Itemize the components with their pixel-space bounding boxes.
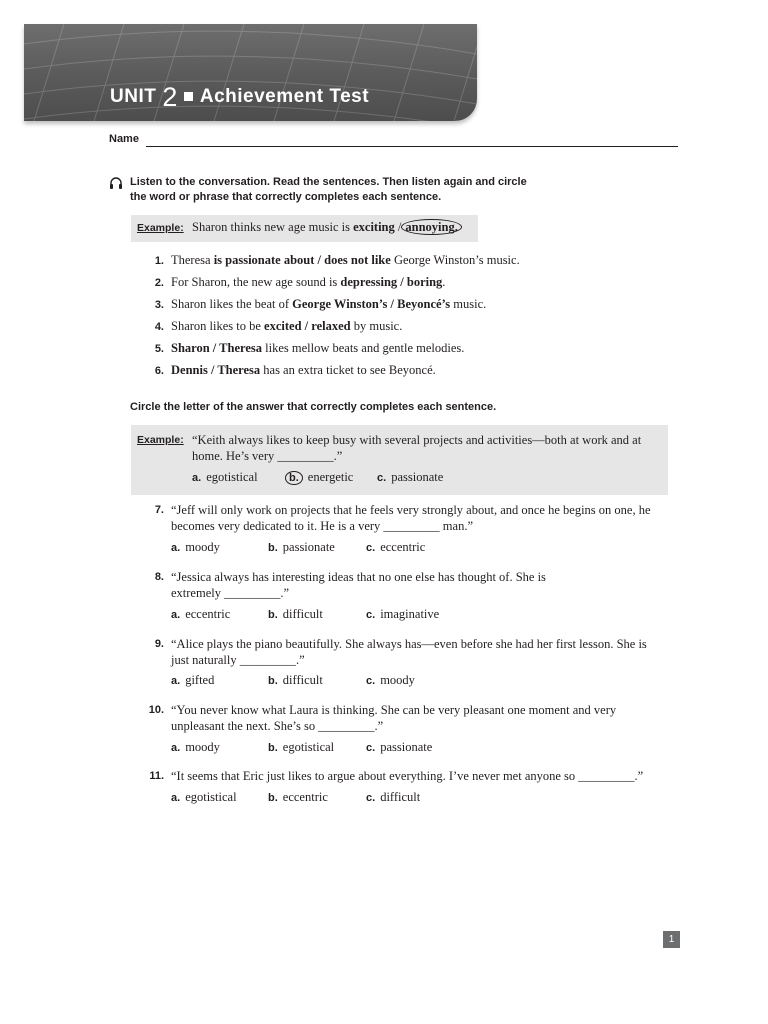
circled-answer: annoying. <box>401 219 461 235</box>
answer-option[interactable] <box>171 740 220 755</box>
answer-option[interactable] <box>268 673 323 688</box>
choice-phrase[interactable]: Sharon / Theresa <box>171 341 262 355</box>
choice-phrase[interactable]: is passionate about / does not like <box>213 253 391 267</box>
circled-letter: b. <box>285 471 303 485</box>
sentence-text: by music. <box>350 319 403 333</box>
sentence-text: Theresa <box>171 253 214 267</box>
answer-option[interactable] <box>171 673 214 688</box>
example-option <box>377 470 443 485</box>
option-text: passionate <box>391 470 444 484</box>
item-number: 1. <box>154 255 164 267</box>
example-label-2: Example: <box>137 434 184 446</box>
sentence-item <box>171 319 402 334</box>
option-text: moody <box>380 673 415 687</box>
answer-option[interactable] <box>171 607 230 622</box>
option-letter: a. <box>171 792 181 804</box>
listening-instructions: Listen to the conversation. Read the sentences. Then listen again and circle the word or phrase that correctly completes each sentence. <box>130 176 527 203</box>
item-number: 4. <box>154 321 164 333</box>
option-text: passionate <box>282 540 335 554</box>
sentence-text: George Winston’s music. <box>390 253 520 267</box>
choice-phrase[interactable]: George Winston’s / Beyoncé’s <box>292 297 451 311</box>
headphones-icon <box>109 177 123 190</box>
option-letter: b. <box>268 792 278 804</box>
answer-option[interactable] <box>268 607 323 622</box>
sentence-item <box>171 275 445 290</box>
choice-phrase[interactable]: excited / relaxed <box>264 319 351 333</box>
option-letter: c. <box>377 472 387 484</box>
answer-option[interactable] <box>366 673 415 688</box>
option-letter: c. <box>366 792 376 804</box>
option-text: gifted <box>185 673 215 687</box>
answer-option[interactable] <box>268 740 334 755</box>
item-number: 5. <box>154 343 164 355</box>
example-option <box>285 470 353 485</box>
option-letter: b. <box>268 609 278 621</box>
example-option <box>192 470 258 485</box>
item-number: 3. <box>154 299 164 311</box>
option-text: eccentric <box>380 540 426 554</box>
name-label: Name <box>109 133 139 145</box>
item-number: 2. <box>154 277 164 289</box>
option-text: eccentric <box>185 607 231 621</box>
sentence-item <box>171 363 436 378</box>
item-number: 6. <box>154 365 164 377</box>
option-letter: c. <box>366 542 376 554</box>
question-number: 11. <box>149 770 164 782</box>
answer-option[interactable] <box>366 540 425 555</box>
option-letter: c. <box>366 609 376 621</box>
question-number: 9. <box>154 638 164 650</box>
answer-option[interactable] <box>366 790 420 805</box>
answer-option[interactable] <box>366 607 439 622</box>
sentence-item <box>171 297 486 312</box>
question-text: “Jeff will only work on projects that he feels very strongly about, and once he begins on one, he becomes very dedicated to it. He is a very _________ man.” <box>171 503 651 533</box>
answer-option[interactable] <box>268 790 328 805</box>
option-text: difficult <box>282 673 323 687</box>
option-text: difficult <box>282 607 323 621</box>
option-text: passionate <box>380 740 433 754</box>
sentence-text: For Sharon, the new age sound is <box>171 275 341 289</box>
sentence-text: has an extra ticket to see Beyoncé. <box>260 363 436 377</box>
question-number: 7. <box>154 504 164 516</box>
unit-title <box>110 81 369 112</box>
multiple-choice-instructions: Circle the letter of the answer that correctly completes each sentence. <box>130 401 497 413</box>
unit-header-banner <box>24 24 477 121</box>
option-text: egotistical <box>185 790 237 804</box>
option-text: moody <box>185 540 220 554</box>
unit-number: 2 <box>162 82 178 112</box>
sentence-item <box>171 341 464 356</box>
option-text: moody <box>185 740 220 754</box>
option-text: difficult <box>380 790 421 804</box>
option-text: imaginative <box>380 607 440 621</box>
answer-option[interactable] <box>366 740 432 755</box>
answer-option[interactable] <box>268 540 335 555</box>
choice-phrase[interactable]: Dennis / Theresa <box>171 363 261 377</box>
option-letter: b. <box>268 742 278 754</box>
sentence-text: likes mellow beats and gentle melodies. <box>262 341 465 355</box>
example-sentence: Sharon thinks new age music is exciting / annoying. <box>192 220 462 235</box>
question-text: “You never know what Laura is thinking. She can be very pleasant one moment and very unpleasant the next. She’s so _________.” <box>171 703 617 733</box>
name-input-line[interactable] <box>146 146 678 147</box>
sentence-text: Sharon likes to be <box>171 319 265 333</box>
sentence-text: Sharon likes the beat of <box>171 297 293 311</box>
option-text: egotistical <box>206 470 258 484</box>
option-text: eccentric <box>282 790 328 804</box>
option-letter: b. <box>268 675 278 687</box>
question-text: “Jessica always has interesting ideas that no one else has thought of. She is extremely _________.” <box>171 570 546 600</box>
question-number: 8. <box>154 571 164 583</box>
option-letter: a. <box>171 609 181 621</box>
example-question: “Keith always likes to keep busy with several projects and activities—both at work and at home. He’s very _________.” <box>192 433 642 463</box>
sentence-text: music. <box>450 297 487 311</box>
test-title: Achievement Test <box>199 85 370 107</box>
answer-option[interactable] <box>171 790 237 805</box>
option-letter: a. <box>171 675 181 687</box>
option-letter: c. <box>366 675 376 687</box>
option-letter: a. <box>192 472 202 484</box>
unit-label: UNIT <box>110 85 157 107</box>
answer-option[interactable] <box>171 540 220 555</box>
option-text: energetic <box>307 470 354 484</box>
sentence-text: . <box>442 275 446 289</box>
option-letter: c. <box>366 742 376 754</box>
question-text: “It seems that Eric just likes to argue about everything. I’ve never met anyone so _________.” <box>171 769 644 783</box>
option-letter: a. <box>171 542 181 554</box>
question-number: 10. <box>148 704 164 716</box>
question-text: “Alice plays the piano beautifully. She always has—even before she had her first lesson. She is just naturally _________.” <box>171 637 647 667</box>
option-text: egotistical <box>282 740 335 754</box>
option-letter: a. <box>171 742 181 754</box>
option-letter: b. <box>268 542 278 554</box>
choice-phrase[interactable]: depressing / boring <box>340 275 443 289</box>
example-label: Example: <box>137 222 184 234</box>
sentence-item <box>171 253 520 268</box>
page-number: 1 <box>663 931 680 948</box>
square-bullet-icon <box>184 92 193 101</box>
